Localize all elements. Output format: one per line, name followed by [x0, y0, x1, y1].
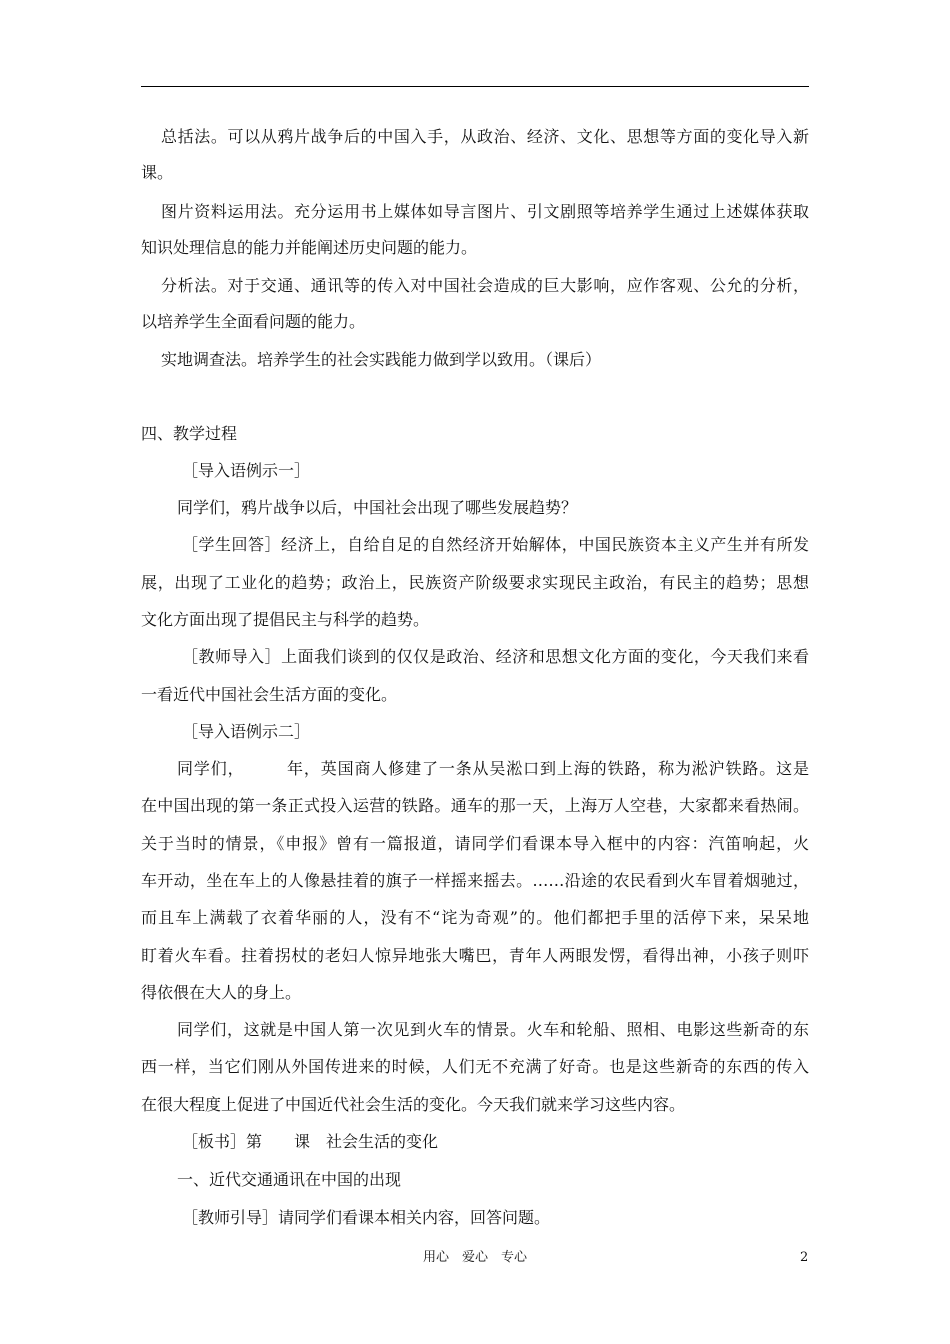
paragraph-line: 一看近代中国社会生活方面的变化。 [141, 685, 398, 704]
paragraph-line: 总括法。可以从鸦片战争后的中国入手，从政治、经济、文化、思想等方面的变化导入新 [161, 127, 809, 146]
paragraph-line: 同学们， 年，英国商人修建了一条从吴淞口到上海的铁路，称为淞沪铁路。这是 [177, 759, 809, 778]
paragraph-line: 以培养学生全面看问题的能力。 [141, 312, 366, 331]
paragraph-line: 同学们，这就是中国人第一次见到火车的情景。火车和轮船、照相、电影这些新奇的东 [177, 1020, 809, 1039]
page-number: 2 [800, 1250, 809, 1265]
paragraph-line: ［学生回答］经济上，自给自足的自然经济开始解体，中国民族资本主义产生并有所发 [182, 535, 809, 554]
paragraph-line: 同学们，鸦片战争以后，中国社会出现了哪些发展趋势？ [177, 498, 578, 517]
paragraph-line: ［教师引导］请同学们看课本相关内容，回答问题。 [182, 1208, 551, 1227]
paragraph-line: 盯着火车看。拄着拐杖的老妇人惊异地张大嘴巴，青年人两眼发愣，看得出神，小孩子则吓 [141, 946, 809, 965]
paragraph-line: 西一样，当它们刚从外国传进来的时候，人们无不充满了好奇。也是这些新奇的东西的传入 [141, 1057, 809, 1076]
paragraph-line: 在很大程度上促进了中国近代社会生活的变化。今天我们就来学习这些内容。 [141, 1095, 686, 1114]
paragraph-line: 得依偎在大人的身上。 [141, 983, 302, 1002]
paragraph-line: 在中国出现的第一条正式投入运营的铁路。通车的那一天，上海万人空巷，大家都来看热闹。 [141, 796, 809, 815]
paragraph-line: 而且车上满载了衣着华丽的人，没有不“诧为奇观”的。他们都把手里的活停下来，呆呆地 [141, 908, 809, 927]
paragraph-line: 图片资料运用法。充分运用书上媒体如导言图片、引文剧照等培养学生通过上述媒体获取 [161, 202, 809, 221]
paragraph-line: 车开动，坐在车上的人像悬挂着的旗子一样摇来摇去。……沿途的农民看到火车冒着烟驰过， [141, 871, 809, 890]
section-heading: 四、教学过程 [141, 424, 238, 443]
paragraph-line: 分析法。对于交通、通讯等的传入对中国社会造成的巨大影响，应作客观、公允的分析， [161, 276, 809, 295]
paragraph-line: 知识处理信息的能力并能阐述历史问题的能力。 [141, 238, 478, 257]
header-rule [141, 86, 809, 87]
footer-motto: 用心 爱心 专心 [422, 1250, 527, 1265]
subsection-heading: 一、近代交通通讯在中国的出现 [177, 1170, 402, 1189]
subheading: ［导入语例示二］ [182, 722, 311, 741]
paragraph-line: ［教师导入］上面我们谈到的仅仅是政治、经济和思想文化方面的变化，今天我们来看 [182, 647, 809, 666]
paragraph-line: 课。 [141, 163, 174, 182]
paragraph-line: 展，出现了工业化的趋势；政治上，民族资产阶级要求实现民主政治，有民主的趋势；思想 [141, 573, 809, 592]
paragraph-line: 关于当时的情景，《申报》曾有一篇报道，请同学们看课本导入框中的内容：汽笛响起，火 [141, 834, 809, 853]
board-heading: ［板书］第 课 社会生活的变化 [182, 1132, 439, 1151]
paragraph-line: 文化方面出现了提倡民主与科学的趋势。 [141, 610, 430, 629]
paragraph-line: 实地调查法。培养学生的社会实践能力做到学以致用。（课后） [161, 350, 602, 369]
subheading: ［导入语例示一］ [182, 461, 311, 480]
